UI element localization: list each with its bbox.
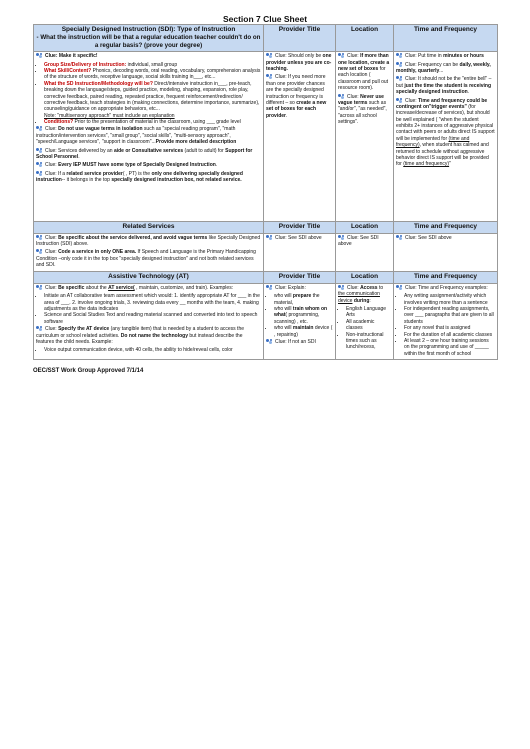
at-cell xyxy=(34,283,264,359)
pencil-icon xyxy=(396,235,403,240)
at-clue-device: Clue: Specify the AT device (any tangible item) that is needed by a student to access the curriculum or school related activities. Do not name the technology but instead describe the features the child needs. Example: xyxy=(36,326,245,345)
list-item: • Science and Social Studies Text and reading material scanned and converted into text to speech software xyxy=(44,312,261,325)
sdi-clue-vague: Clue: Do not use vague terms in isolation such as "special reading program", "math instruction/intervention services", "small group", "social skills", "multi-sensory approach", "speech/Language services", "support in classroom"...Provide more detailed description xyxy=(36,126,237,146)
pencil-icon xyxy=(338,94,345,99)
sdi-location-cell xyxy=(336,52,394,222)
pencil-icon xyxy=(36,53,43,58)
list-item: • For independent reading assignments, over ___ paragraphs that are given to all students xyxy=(404,306,495,325)
sdi-cell xyxy=(34,52,264,222)
at-service-bullets xyxy=(36,293,261,325)
list-item: • What the SD Instruction/Methodology will be? Direct/intensive instruction in___, pre-teach, breaking down the language/steps, guided practice, modeling, shaping, expansion, role play, corrective feedback, paired reading, repeated practice, frequent reinforcement/redirection/ corrective feedback, teach strategies in (making connections, determine importance, summarize), counseling/guidance on appropriate behaviors, etc... Note: "multisensory approach" must include an explanation xyxy=(44,81,261,119)
pencil-icon xyxy=(266,285,273,290)
pencil-icon xyxy=(396,76,403,81)
at-location-clue: Clue: Access to the communication device during: xyxy=(338,284,384,304)
sdi-header xyxy=(34,25,264,52)
related-provider-cell: Clue: See SDI above xyxy=(264,233,336,272)
at-location-header: Location xyxy=(336,272,394,283)
pencil-icon xyxy=(338,285,345,290)
list-item: • For any novel that is assigned xyxy=(404,325,495,331)
list-item: • who will maintain device ( , repairing) xyxy=(274,325,333,338)
pencil-icon xyxy=(266,339,273,344)
related-header-row xyxy=(34,222,498,233)
provider-header: Provider Title xyxy=(264,25,336,52)
sdi-bullets xyxy=(36,62,261,126)
sdi-clue-specific: Clue: Make it specific! xyxy=(36,53,261,59)
time-clue-trigger: Clue: Time and frequency could be contingent on"trigger events" (for increase/decrease of services), but should be well explained ( "when the student exhibits 2+ instances of aggressive physical contact with peers or adults direct IS support will be implemented for (time and frequency), when student has calmed and returned to schedule without aggressive behavior direct IS support will be provided for (time and frequency)" xyxy=(396,97,495,168)
time-clue-bell: Clue: It should not be the "entire bell" – but just the time the student is receiving specially designed instruction. xyxy=(396,76,492,96)
provider-clue-more: Clue: If you need more than one provider chances are the specially designed instruction or frequency is different – so create a new set of boxes for each provider. xyxy=(266,74,327,119)
pencil-icon xyxy=(36,126,43,131)
pencil-icon xyxy=(266,235,273,240)
pencil-icon xyxy=(266,74,273,79)
pencil-icon xyxy=(36,235,43,240)
clue-table xyxy=(33,24,498,360)
pencil-icon xyxy=(266,53,273,58)
at-location-bullets xyxy=(338,306,391,351)
list-item: • Conditions? Prior to the presentation of material in the classroom, using ___ grade level xyxy=(44,119,261,125)
time-header: Time and Frequency xyxy=(394,25,498,52)
at-device-bullets xyxy=(36,347,261,353)
sdi-time-cell xyxy=(394,52,498,222)
pencil-icon xyxy=(396,98,403,103)
at-clue-service: Clue: Be specific about the AT service( , maintain, customize, and train). Examples: xyxy=(36,285,261,291)
at-provider-cell xyxy=(264,283,336,359)
footer-approval: OEC/SST Work Group Approved 7/1/14 xyxy=(33,368,144,374)
at-location-cell xyxy=(336,283,394,359)
time-clue-minutes: Clue: Put time in minutes or hours xyxy=(396,53,495,59)
pencil-icon xyxy=(36,249,43,254)
list-item: • What Skill/Content? Phonics, decoding words, oral reading, vocabulary, comprehension analysis of the structure of words, receptive language, social skills training in___, etc... xyxy=(44,68,261,81)
pencil-icon xyxy=(338,235,345,240)
list-item: • English Language Arts xyxy=(346,306,391,319)
pencil-icon xyxy=(396,53,403,58)
sdi-clue-every-iep: Clue: Every IEP MUST have some type of Specially Designed Instruction. xyxy=(36,162,261,168)
related-location-header: Location xyxy=(336,222,394,233)
list-item: • Non-instructional times such as lunch/recess, xyxy=(346,332,391,351)
related-time-header: Time and Frequency xyxy=(394,222,498,233)
related-row xyxy=(34,233,498,272)
at-header-row xyxy=(34,272,498,283)
list-item: • who will prepare the material, xyxy=(274,293,333,306)
sdi-row xyxy=(34,52,498,222)
pencil-icon xyxy=(36,326,43,331)
pencil-icon xyxy=(36,285,43,290)
related-clue-specific: Clue: Be specific about the service delivered, and avoid vague terms like Specially Designed Instruction (SDI) above. xyxy=(36,234,261,247)
related-provider-header: Provider Title xyxy=(264,222,336,233)
list-item: • Any writing assignment/activity which involves writing more than a sentence xyxy=(404,293,495,306)
page-title: Section 7 Clue Sheet xyxy=(222,14,308,24)
at-provider-clue-sdi: Clue: If not an SDI xyxy=(266,339,333,345)
list-item: • who will train whom on what( programming, scanning) , etc. xyxy=(274,306,333,325)
at-time-cell xyxy=(394,283,498,359)
location-header: Location xyxy=(336,25,394,52)
sdi-header-row xyxy=(34,25,498,52)
list-item: • All academic classes xyxy=(346,319,391,332)
at-provider-header: Provider Title xyxy=(264,272,336,283)
at-row xyxy=(34,283,498,359)
pencil-icon xyxy=(338,53,345,58)
list-item: • At least 2 – one hour training sessions on the programming and use of _____ within the first month of school xyxy=(404,338,495,357)
related-time-cell: Clue: See SDI above xyxy=(394,233,498,272)
pencil-icon xyxy=(396,285,403,290)
location-clue-vague: Clue: Never use vague terms such as "and/or", "as needed", "across all school settings". xyxy=(338,93,387,126)
time-clue-frequency: Clue: Frequency can be daily, weekly, monthly, quarterly... xyxy=(396,61,491,74)
sdi-clue-related-provider: Clue: If a related service provider( , PT) is the only one delivering specially designed instruction-- it belongs in the top specially designed instruction box, not related service. xyxy=(36,170,243,184)
at-provider-clue: Clue: Explain: xyxy=(266,285,333,291)
related-location-cell: Clue: See SDI above xyxy=(336,233,394,272)
list-item: • Voice output communication device, with 40 cells, the ability to hide/reveal cells, color xyxy=(44,347,261,353)
sdi-header-title: Specially Designed Instruction (SDI): Type of Instruction xyxy=(61,26,236,33)
related-clue-one-area: Clue: Code a service in only ONE area. If Speech and Language is the Primary Handicapping Condition –only code it in the top box "specially designed instruction" and not both related services and SDI. xyxy=(36,249,256,269)
at-provider-bullets xyxy=(266,293,333,338)
sdi-header-subtitle: - What the instruction will be that a regular education teacher couldn't do on a regular basis? (prove your degree) xyxy=(36,34,261,50)
provider-clue-one: Clue: Should only be one provider unless you are co-teaching. xyxy=(266,53,332,72)
at-time-bullets xyxy=(396,293,495,357)
pencil-icon xyxy=(36,162,43,167)
pencil-icon xyxy=(396,62,403,67)
at-header: Assistive Technology (AT) xyxy=(34,272,264,283)
at-time-clue: Clue: Time and Frequency examples: xyxy=(396,285,495,291)
related-cell xyxy=(34,233,264,272)
location-clue-more: Clue: If more than one location, create a new set of boxes for each location ( classroom and pull out resource room). xyxy=(338,53,390,92)
pencil-icon xyxy=(36,148,43,153)
at-time-header: Time and Frequency xyxy=(394,272,498,283)
list-item: • Initiate an AT collaborative team assessment which would: 1. identify appropriate AT for ___ in the area of ___. 2. involve ongoing trials, 3. reviewing data every __ months with the team, 4. making adjustments as the data indicates xyxy=(44,293,261,312)
pencil-icon xyxy=(36,171,43,176)
list-item: • Group Size/Delivery of Instruction: individual, small group xyxy=(44,62,261,68)
list-item: • For the duration of all academic classes xyxy=(404,332,495,338)
sdi-provider-cell xyxy=(264,52,336,222)
related-header: Related Services xyxy=(34,222,264,233)
sdi-clue-aide: Clue: Services delivered by an aide or Consultative services (adult to adult) for Support for School Personnel. xyxy=(36,147,253,161)
